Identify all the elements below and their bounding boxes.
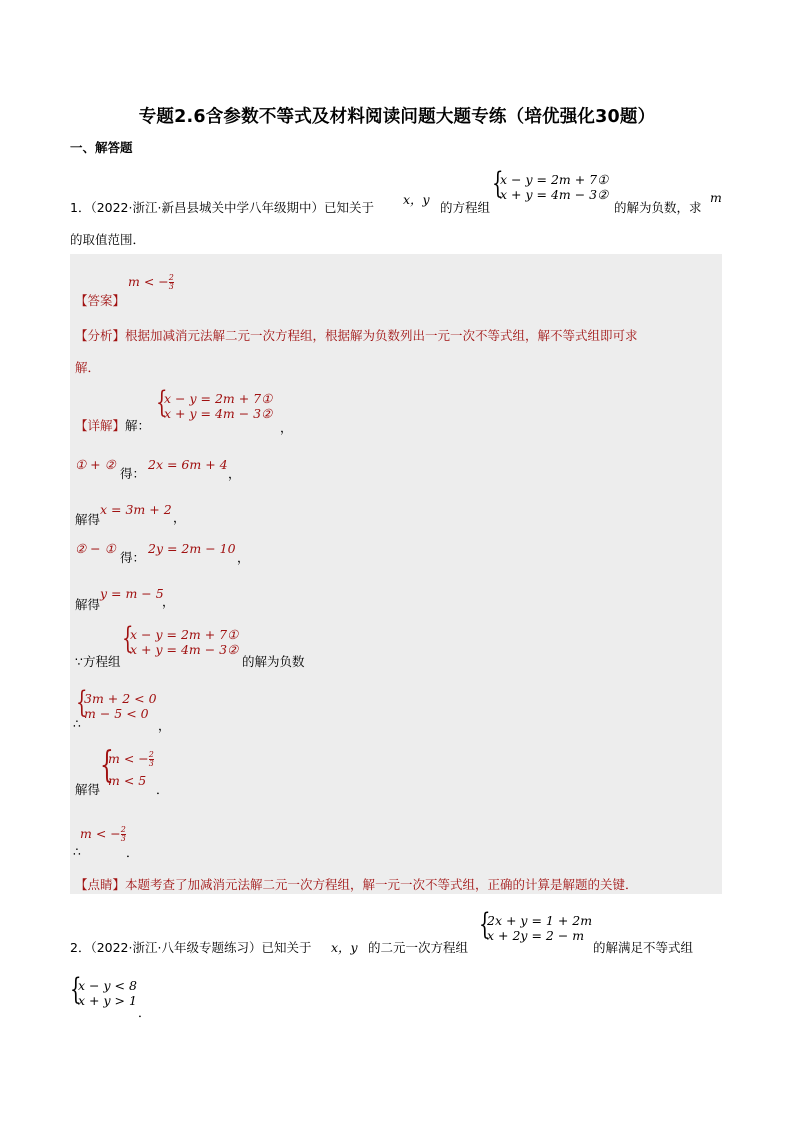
q1-eq1: x − y = 2m + 7①: [500, 172, 609, 187]
detail-label: [75, 416, 150, 434]
answer-value: [128, 274, 174, 291]
step3-op: ② − ①: [75, 541, 116, 556]
answer-label: [75, 291, 125, 309]
step1-eq: 2x = 6m + 4: [148, 457, 228, 472]
step4-eq: y = m − 5: [100, 586, 164, 601]
q2-eq2: x + 2y = 2 − m: [487, 928, 585, 943]
detail-comma: ，: [280, 420, 293, 435]
analysis-text1: 根据加减消元法解二元一次方程组，根据解为负数列出一元一次不等式组，解不等式组即可求: [125, 328, 638, 343]
q2-mid: 的二元一次方程组: [368, 940, 469, 955]
step6-end: ，: [158, 718, 171, 733]
q2-eq1: 2x + y = 1 + 2m: [487, 913, 593, 928]
comment-text: 本题考查了加减消元法解二元一次方程组，解一元一次不等式组，正确的计算是解题的关键．: [125, 877, 638, 892]
q2-ineq1: x − y < 8: [78, 978, 137, 993]
step3-eq: 2y = 2m − 10: [148, 541, 236, 556]
step3-end: ，: [237, 550, 250, 565]
detail-eq2: x + y = 4m − 3②: [164, 406, 273, 421]
solution-panel: 【答案】 m < − $\frac{2}{3}$ 【分析】根据加减消元法解二元一次方程组，根据解为负数列出一元一次不等式组，解不等式组即可求 解． 【详解】解： { x − y = 2m + 7① x + y = 4m − 3② ， ① + ② 得： 2x = 6m + 4 ， 解得 x = 3m + 2 ， ② − ① 得： 2y = 2m − 10 ， 解得 y = m − 5 ， ∵方程组 { x − y = 2m + 7① x + y = 4m − 3② 的解为负数 { 3m + 2 < 0 m − 5 < 0 ∴ ， 解得 { m < − $\frac{2}{3}$ m < 5 ． m < − $\frac{2}{3}$ ∴ ． 【点睛】本题考查了加减消元法解二元一次方程组，解一元一次不等式组，正确的计算是解题的关键．: [70, 254, 722, 894]
q2-vars: x，y: [331, 940, 358, 955]
step8-therefore: ∴: [73, 844, 81, 859]
detail-jie: 解：: [125, 418, 151, 433]
step8-den: 3: [120, 834, 126, 843]
step4-end: ，: [162, 594, 175, 609]
step6-eq1: 3m + 2 < 0: [84, 691, 157, 706]
step7-den: 3: [148, 759, 154, 768]
step7-line1: [108, 751, 154, 768]
page-title: 专题2.6含参数不等式及材料阅读问题大题专练（培优强化30题）: [138, 107, 656, 127]
step8-value: [80, 826, 126, 843]
step5-eq1: x − y = 2m + 7①: [130, 627, 239, 642]
comment-label: 【点睛】: [75, 877, 126, 892]
step7-end: ．: [156, 782, 169, 797]
step8-end: ．: [126, 845, 139, 860]
step1-op: ① + ②: [75, 457, 116, 472]
step7-num: 2: [148, 750, 154, 759]
q1-after: 的解为负数，求: [614, 200, 702, 215]
step7-eq1: m < −: [108, 751, 149, 766]
question-1-text: [70, 198, 374, 216]
answer-expr: m < −: [128, 274, 169, 289]
q1-vars: x，y: [403, 192, 430, 207]
step3-de: 得：: [120, 550, 146, 565]
step4-pre: 解得: [75, 597, 101, 612]
step7-pre: 解得: [75, 782, 101, 797]
step8-expr: m < −: [80, 826, 121, 841]
step6-therefore: ∴: [73, 716, 81, 731]
step8-num: 2: [120, 825, 126, 834]
q2-end: ．: [138, 1005, 151, 1020]
answer-den: 3: [168, 282, 174, 291]
step7-fraction: [149, 751, 154, 768]
question-2-text: [70, 938, 311, 956]
step8-fraction: [121, 826, 126, 843]
section-heading: 一、解答题: [70, 140, 133, 155]
step6-eq2: m − 5 < 0: [84, 706, 149, 721]
comment-line: [75, 875, 638, 893]
answer-num: 2: [168, 273, 174, 282]
step1-end: ，: [228, 466, 241, 481]
analysis-line2: 解．: [75, 360, 101, 375]
analysis-line1: [75, 326, 638, 344]
q1-eq2: x + y = 4m − 3②: [500, 187, 609, 202]
detail-eq1: x − y = 2m + 7①: [164, 391, 273, 406]
q1-mid: 的方程组: [440, 200, 491, 215]
answer-fraction: [169, 274, 174, 291]
q2-after: 的解满足不等式组: [593, 940, 694, 955]
step5-post: 的解为负数: [242, 654, 305, 669]
analysis-label: 【分析】: [75, 328, 126, 343]
step5-pre: ∵方程组: [75, 654, 121, 669]
step1-de: 得：: [120, 466, 146, 481]
detail-label-text: 【详解】: [75, 418, 126, 433]
step7-eq2: m < 5: [108, 773, 147, 788]
answer-label-text: 【答案】: [75, 293, 126, 308]
step2-eq: x = 3m + 2: [100, 502, 172, 517]
q2-prefix: 2．（2022·浙江·八年级专题练习）已知关于: [70, 940, 312, 955]
q2-ineq2: x + y > 1: [78, 993, 137, 1008]
step5-eq2: x + y = 4m − 3②: [130, 642, 239, 657]
q1-line2: 的取值范围．: [70, 232, 146, 247]
q1-prefix: 1．（2022·浙江·新昌县城关中学八年级期中）已知关于: [70, 200, 374, 215]
step2-end: ，: [173, 510, 186, 525]
step2-pre: 解得: [75, 512, 101, 527]
q1-var-m: m: [710, 190, 722, 205]
